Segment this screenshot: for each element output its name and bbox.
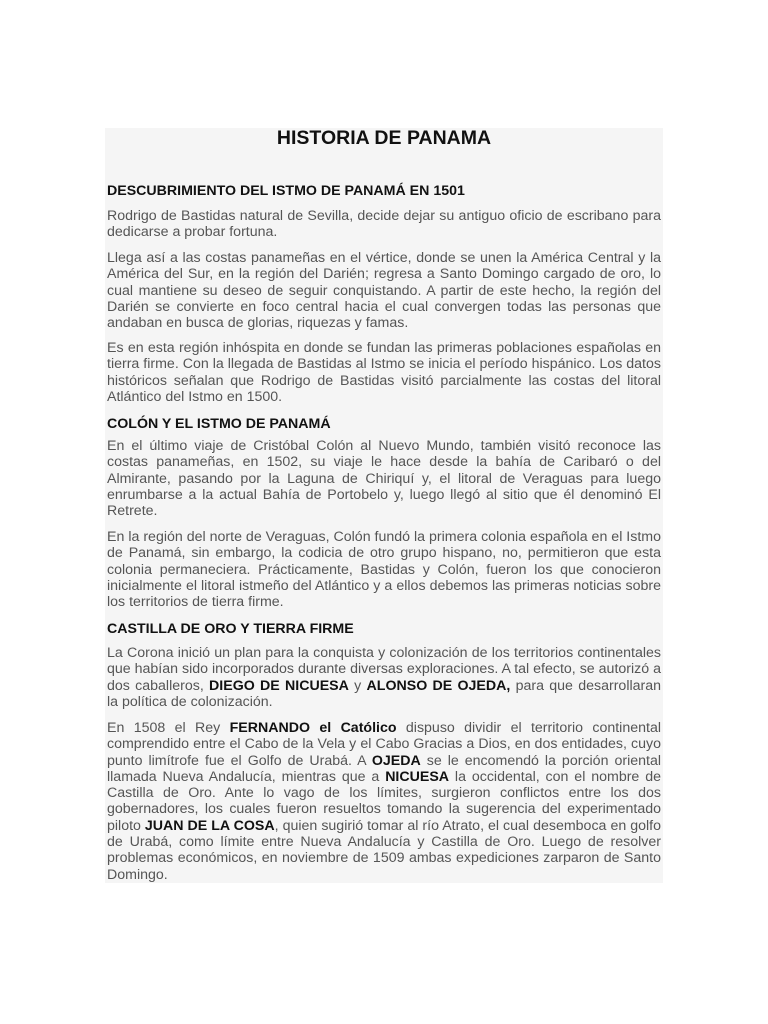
section-castilla (107, 621, 661, 637)
paragraph (107, 529, 661, 610)
section-heading: DESCUBRIMIENTO DEL ISTMO DE PANAMÁ EN 1501 (107, 183, 465, 199)
paragraph (107, 208, 661, 241)
bold-name: ALONSO DE OJEDA, (366, 677, 511, 694)
bold-name: DIEGO DE NICUESA (209, 677, 349, 694)
bold-name: NICUESA (385, 768, 450, 785)
text-run: para que desarrollaran la política de colonización. (107, 677, 662, 710)
section-heading: COLÓN Y EL ISTMO DE PANAMÁ (107, 416, 331, 432)
text-run: la occidental, con el nombre de Castilla de Oro. Ante lo vago de los límites, surgieron conflictos entre los dos gobernadores, los cuales fueron resueltos tomando la sugerencia del experimentado piloto (107, 768, 661, 834)
section-descubrimiento (107, 183, 661, 199)
document-area (105, 128, 663, 883)
paragraph-text (107, 720, 661, 883)
paragraph (107, 340, 661, 405)
text-run: se le encomendó la porción oriental llamada Nueva Andalucía, mientras que a (107, 752, 661, 785)
paragraph-text: En el último viaje de Cristóbal Colón al Nuevo Mundo, también visitó reconoce las costas panameñas, en 1502, su viaje le hace desde la bahía de Caribaró o del Almirante, pasando por la Laguna de Chiriquí y, el litoral de Veraguas para luego enrumbarse a la actual Bahía de Portobelo y, luego llegó al sitio que él denominó El Retrete. (107, 438, 661, 520)
section-heading: CASTILLA DE ORO Y TIERRA FIRME (107, 621, 354, 637)
document-title: HISTORIA DE PANAMA (276, 127, 492, 149)
bold-name: JUAN DE LA COSA (144, 817, 275, 834)
text-run: y (348, 677, 367, 694)
title-block (107, 128, 661, 148)
text-run: , quien sugirió tomar al río Atrato, el cual desemboca en golfo de Urabá, como límite entre Nueva Andalucía y Castilla de Oro. Luego de resolver problemas económicos, en noviembre de 1509 ambas expediciones zarparon de Santo Domingo. (107, 817, 661, 883)
paragraph-text: Es en esta región inhóspita en donde se fundan las primeras poblaciones españolas en tierra firme. Con la llegada de Bastidas al Istmo se inicia el período hispánico. Los datos históricos señalan que Rodrigo de Bastidas visitó parcialmente las costas del litoral Atlántico del Istmo en 1500. (107, 340, 661, 405)
paragraph-text: En la región del norte de Veraguas, Colón fundó la primera colonia española en el Istmo de Panamá, sin embargo, la codicia de otro grupo hispano, no, permitieron que esta colonia permaneciera. Prácticamente, Bastidas y Colón, fueron los que conocieron inicialmente el litoral istmeño del Atlántico y a ellos debemos las primeras noticias sobre los territorios de tierra firme. (107, 529, 661, 611)
section-colon (107, 416, 661, 432)
paragraph (107, 645, 661, 710)
text-run: La Corona inició un plan para la conquista y colonización de los territorios continentales que habían sido incorporados durante diversas exploraciones. A tal efecto, se autorizó a dos caballeros, (107, 645, 661, 694)
paragraph-text: Rodrigo de Bastidas natural de Sevilla, decide dejar su antiguo oficio de escribano para dedicarse a probar fortuna. (107, 208, 661, 241)
text-run: dispuso dividir el territorio continental comprendido entre el Cabo de la Vela y el Cabo Gracias a Dios, en dos entidades, cuyo punto limítrofe fue el Golfo de Urabá. A (107, 720, 661, 769)
text-run: En 1508 el Rey (107, 720, 230, 736)
bold-name: FERNANDO el Católico (229, 720, 397, 736)
paragraph (107, 720, 661, 883)
bold-name: OJEDA (371, 752, 421, 769)
paragraph (107, 250, 661, 331)
paragraph-text: Llega así a las costas panameñas en el vértice, donde se unen la América Central y la América del Sur, en la región del Darién; regresa a Santo Domingo cargado de oro, lo cual mantiene su deseo de seguir conquistando. A partir de este hecho, la región del Darién se convierte en foco central hacia el cual convergen todas las personas que andaban en busca de glorias, riquezas y famas. (107, 250, 661, 332)
paragraph-text (107, 645, 661, 710)
paragraph (107, 438, 661, 519)
